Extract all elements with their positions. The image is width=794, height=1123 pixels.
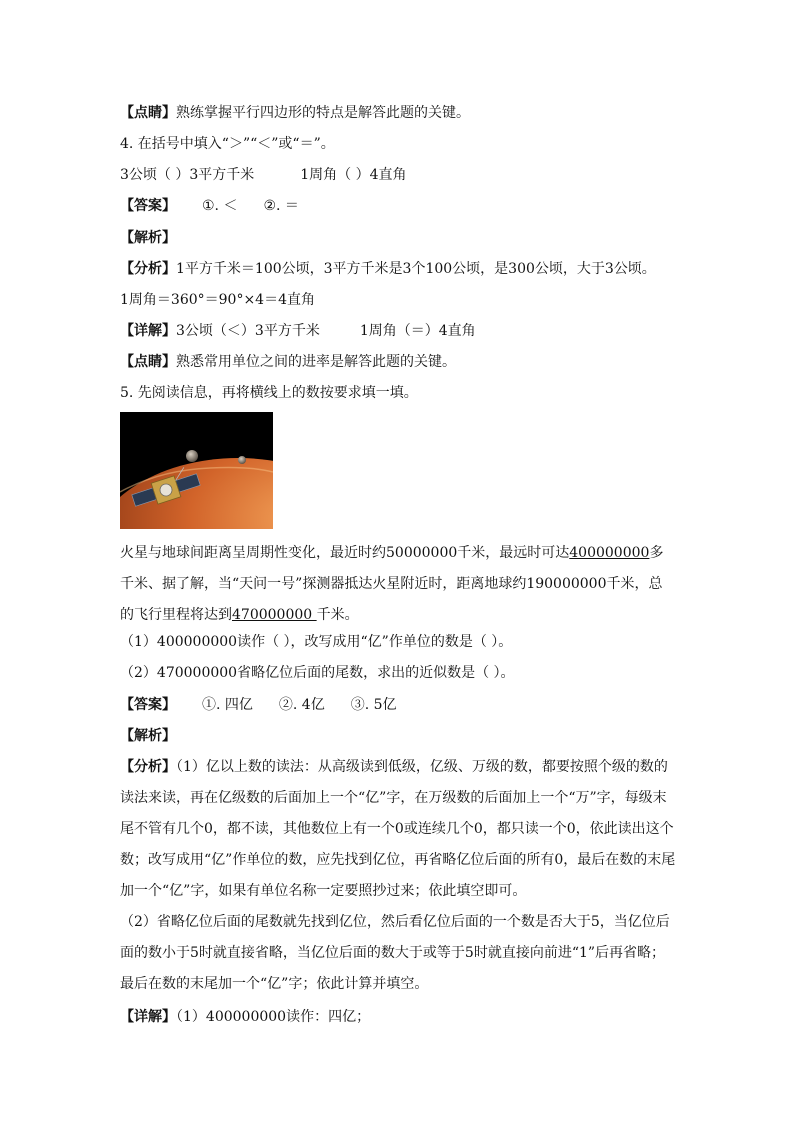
answer-5-tag: 【答案】	[120, 697, 176, 713]
dianjing-tag: 【点睛】	[120, 105, 176, 121]
jiexi-5-tag: 【解析】	[120, 728, 176, 744]
xiangjie-5-line	[120, 1007, 370, 1027]
question-5-title: 5. 先阅读信息，再将横线上的数按要求填一填。	[120, 385, 418, 401]
paragraph-part-b: 多千米、据了解，当“天问一号”探测器抵达火星附近时，距离地球约190000000千米，总的飞行里程将达到	[120, 545, 664, 623]
paragraph-part-c: 千米。	[316, 607, 359, 623]
xiangjie-4-part-1: 3公顷（＜）3平方千米	[176, 323, 320, 339]
dianjing-2-tag: 【点睛】	[120, 354, 176, 370]
answer-5-1: ①. 四亿	[202, 697, 253, 713]
dianjing-text: 熟练掌握平行四边形的特点是解答此题的关键。	[176, 105, 470, 121]
fenxi-5-paragraph-2: （2）省略亿位后面的尾数就先找到亿位，然后看亿位后面的一个数是否大于5，当亿位后面的数小于5时就直接省略，当亿位后面的数大于或等于5时就直接向前进“1”后再省略；最后在数的末尾加一个“亿”字；依此计算并填空。	[120, 914, 670, 992]
answer-4-line	[120, 196, 299, 216]
xiangjie-5-text: （1）400000000读作：四亿；	[176, 1009, 371, 1025]
dianjing-2-line	[120, 352, 456, 372]
underlined-number-2: 470000000	[232, 607, 317, 623]
fenxi-4-text-1: 1平方千米＝100公顷，3平方千米是3个100公顷，是300公顷，大于3公顷。	[176, 261, 656, 277]
dianjing-line	[120, 103, 470, 123]
xiangjie-4-line	[120, 321, 476, 341]
answer-4-2: ②. ＝	[263, 198, 299, 214]
question-5-sub-2: （2）470000000省略亿位后面的尾数，求出的近似数是（ ）。	[120, 665, 515, 681]
fenxi-5-text-1: （1）亿以上数的读法：从高级读到低级，亿级、万级的数，都要按照个级的数的读法来读，再在亿级数的后面加上一个“亿”字，在万级数的后面加上一个“万”字，每级末尾不管有几个0，都不读，其他数位上有一个0或连续几个0，都只读一个0，依此读出这个数；改写成用“亿”作单位的数，应先找到亿位，再省略亿位后面的所有0，最后在数的末尾加一个“亿”字，如果有单位名称一定要照抄过来；依此填空即可。	[120, 759, 676, 899]
q4-item-1: 3公顷（ ）3平方千米	[120, 167, 255, 183]
underlined-number-1: 400000000	[569, 545, 650, 561]
mars-probe-illustration	[120, 412, 273, 529]
question-5-sub-1: （1）400000000读作（ ），改写成用“亿”作单位的数是（ ）。	[120, 634, 513, 650]
question-5-paragraph	[120, 538, 676, 631]
answer-tag: 【答案】	[120, 198, 176, 214]
answer-5-line	[120, 695, 397, 715]
answer-5-2: ②. 4亿	[278, 697, 325, 713]
answer-4-1: ①. ＜	[202, 198, 238, 214]
q4-item-2: 1周角（ ）4直角	[300, 167, 407, 183]
paragraph-part-a: 火星与地球间距离呈周期性变化，最近时约50000000千米，最远时可达	[120, 545, 570, 561]
fenxi-5-paragraph-1	[120, 752, 676, 907]
question-4-title: 4. 在括号中填入“＞”“＜”或“＝”。	[120, 136, 335, 152]
jiexi-4-tag: 【解析】	[120, 230, 176, 246]
xiangjie-tag: 【详解】	[120, 323, 176, 339]
fenxi-4-line-1	[120, 259, 656, 279]
xiangjie-5-tag: 【详解】	[120, 1009, 176, 1025]
dianjing-2-text: 熟悉常用单位之间的进率是解答此题的关键。	[176, 354, 456, 370]
xiangjie-4-part-2: 1周角（＝）4直角	[359, 323, 476, 339]
fenxi-5-tag: 【分析】	[120, 759, 176, 775]
mars-probe-image	[120, 412, 273, 529]
question-4-items	[120, 165, 407, 185]
fenxi-4-line-2: 1周角＝360°＝90°×4＝4直角	[120, 292, 315, 308]
fenxi-tag: 【分析】	[120, 261, 176, 277]
answer-5-3: ③. 5亿	[350, 697, 397, 713]
